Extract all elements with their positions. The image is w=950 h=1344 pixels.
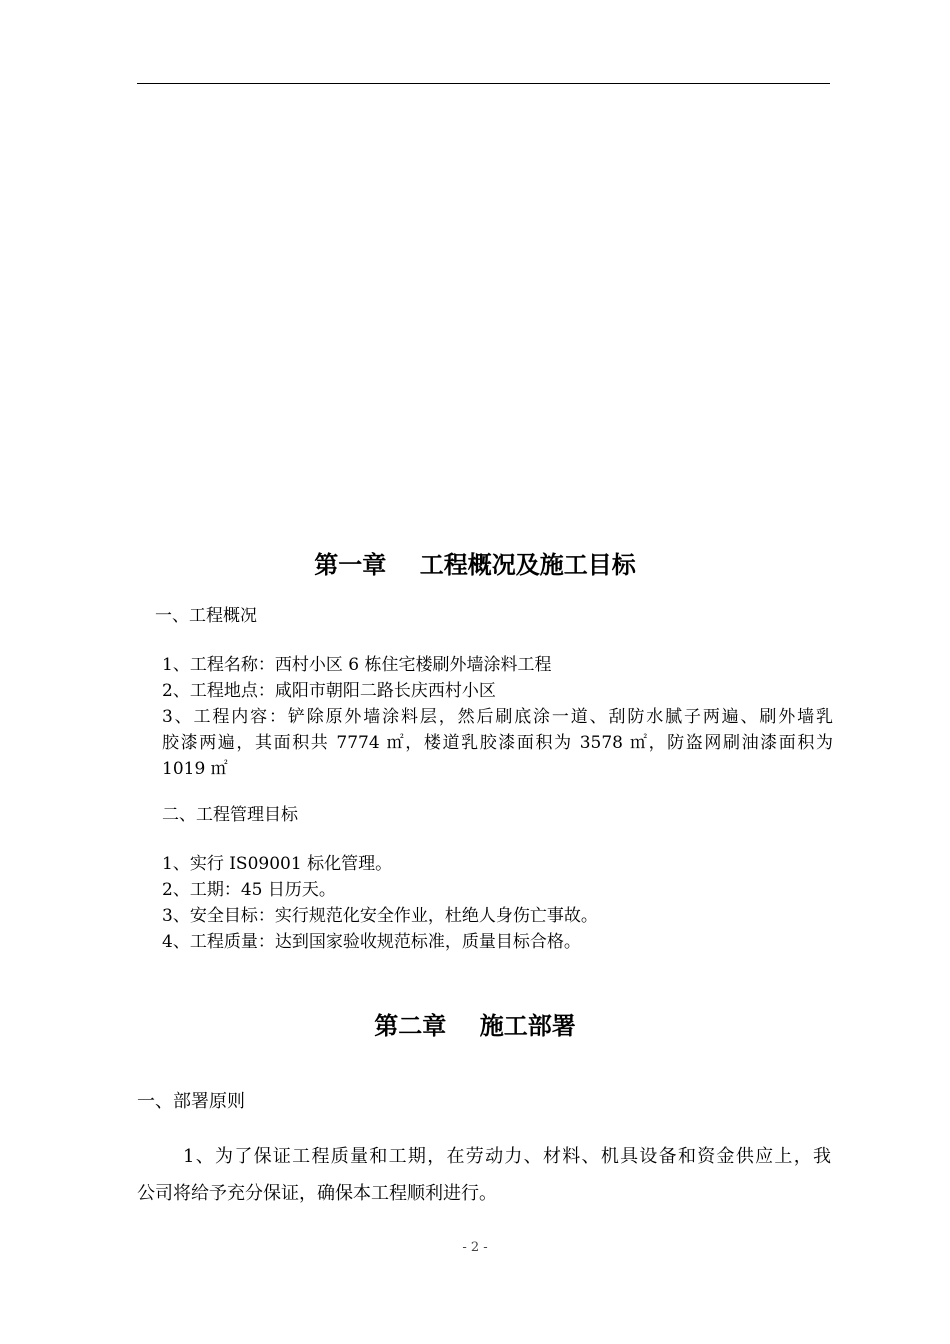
header-rule <box>137 83 830 84</box>
list-item: 2、工程地点：咸阳市朝阳二路长庆西村小区 <box>162 681 496 701</box>
list-item-line: 1019 ㎡ <box>162 759 228 779</box>
deployment-principle-heading: 一、部署原则 <box>137 1091 245 1112</box>
section-1-heading: 一、工程概况 <box>155 606 257 626</box>
list-item-line: 胶漆两遍，其面积共 7774 ㎡，楼道乳胶漆面积为 3578 ㎡，防盗网刷油漆面积为 <box>162 733 833 753</box>
paragraph-line: 公司将给予充分保证，确保本工程顺利进行。 <box>137 1183 497 1204</box>
list-item: 3、安全目标：实行规范化安全作业，杜绝人身伤亡事故。 <box>162 906 598 926</box>
list-item-line: 3、工程内容：铲除原外墙涂料层，然后刷底涂一道、刮防水腻子两遍、刷外墙乳 <box>162 707 833 727</box>
chapter-1-title: 第一章 工程概况及施工目标 <box>314 551 636 579</box>
list-item: 1、实行 IS09001 标化管理。 <box>162 854 393 874</box>
page-number: - 2 - <box>462 1240 488 1255</box>
list-item: 1、工程名称：西村小区 6 栋住宅楼刷外墙涂料工程 <box>162 655 552 675</box>
section-2-heading: 二、工程管理目标 <box>162 805 298 825</box>
list-item: 2、工期：45 日历天。 <box>162 880 336 900</box>
chapter-2-title: 第二章 施工部署 <box>374 1012 576 1040</box>
list-item: 4、工程质量：达到国家验收规范标准，质量目标合格。 <box>162 932 581 952</box>
paragraph-line: 1、为了保证工程质量和工期，在劳动力、材料、机具设备和资金供应上，我 <box>183 1146 831 1167</box>
